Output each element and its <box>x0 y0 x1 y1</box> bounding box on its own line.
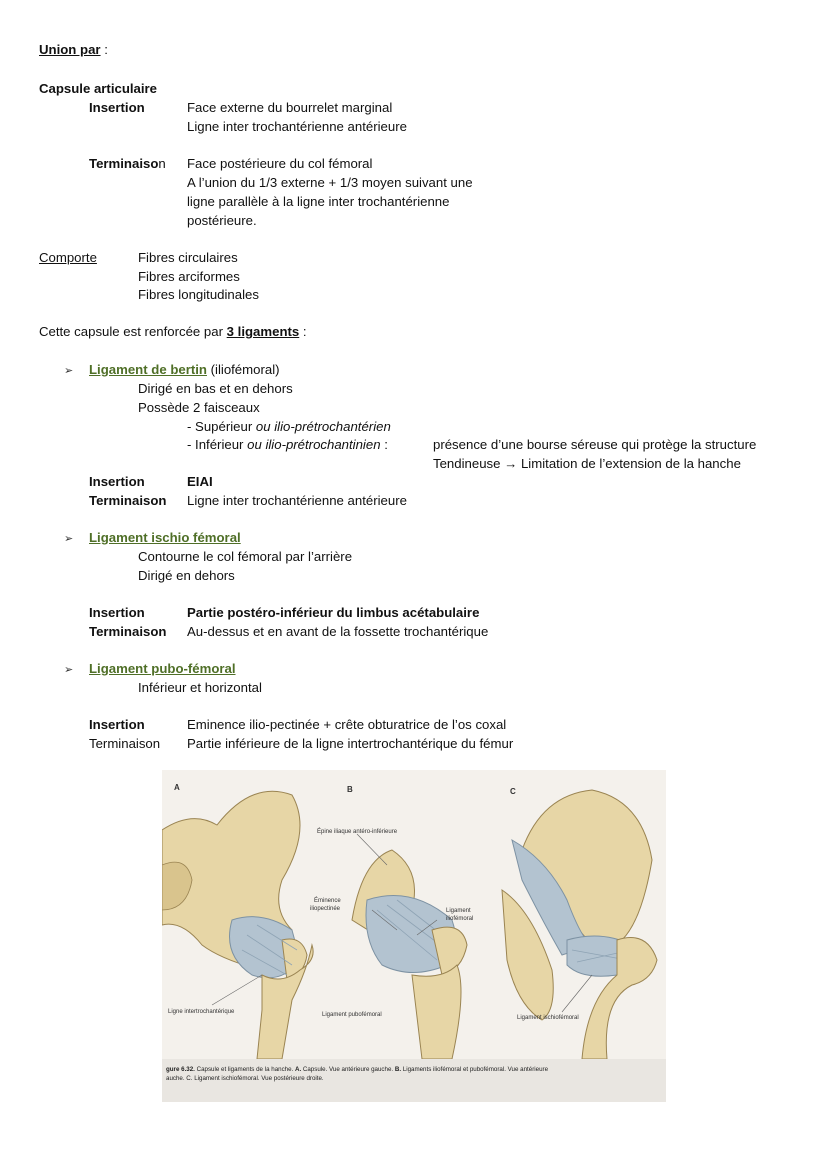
arrow-bullet-icon: ➢ <box>64 664 74 676</box>
caption-part-3: Ligaments iliofémoral et pubofémoral. Vue antérieure <box>401 1066 549 1073</box>
label-lig-ilio-1: Ligament <box>446 908 471 914</box>
reinforced-sentence <box>39 323 307 342</box>
ligament-1-sub-2 <box>187 436 388 455</box>
label-epine-iliaque: Épine iliaque antéro-inférieure <box>317 829 398 835</box>
capsule-title: Capsule articulaire <box>39 81 158 96</box>
figure-caption <box>162 1059 666 1102</box>
arrow-bullet-icon: ➢ <box>64 365 74 377</box>
ligament-1-termination-label: Terminaison <box>89 493 167 508</box>
label-ischiofemoral: Ligament ischiofémoral <box>517 1015 579 1021</box>
capsule-insertion-line-2: Ligne inter trochantérienne antérieure <box>187 119 407 134</box>
comporte-item-3: Fibres longitudinales <box>138 287 259 302</box>
ligament-1-sub-2-suffix: : <box>380 437 388 452</box>
ligament-2-line-2: Dirigé en dehors <box>138 568 235 583</box>
ligament-2-insertion-value: Partie postéro-inférieur du limbus acétabulaire <box>187 605 480 620</box>
ligament-1-sub-1-italic: ou ilio-prétrochantérien <box>255 419 391 434</box>
capsule-insertion-label: Insertion <box>89 100 145 115</box>
panel-label-b: B <box>347 785 353 794</box>
ligament-1-line-2: Possède 2 faisceaux <box>138 400 260 415</box>
ligament-2-termination-label: Terminaison <box>89 624 167 639</box>
capsule-termination-line-2: A l’union du 1/3 externe + 1/3 moyen suivant une <box>187 175 473 190</box>
caption-number: gure 6.32. <box>166 1066 195 1073</box>
label-lig-ilio-2: iliofémoral <box>446 916 474 922</box>
panel-label-c: C <box>510 787 516 796</box>
ligament-1-sub-2-italic: ou ilio-prétrochantinien <box>247 437 381 452</box>
ligament-1-sub-1 <box>187 418 391 437</box>
ligament-2-insertion-label: Insertion <box>89 605 145 620</box>
label-ligne-intertrochanterique: Ligne intertrochantérique <box>168 1009 235 1015</box>
panel-label-a: A <box>174 783 180 792</box>
ligament-1-note-1: présence d’une bourse séreuse qui protège la structure <box>433 437 757 452</box>
comporte-item-2: Fibres arciformes <box>138 269 240 284</box>
capsule-insertion-line-1: Face externe du bourrelet marginal <box>187 100 393 115</box>
reinforced-strong: 3 ligaments <box>226 324 300 339</box>
caption-part-1: Capsule et ligaments de la hanche. <box>194 1066 295 1073</box>
ligament-1-note-2: Tendineuse → Limitation de l’extension de la hanche <box>433 456 741 471</box>
ligament-3-termination-value: Partie inférieure de la ligne intertrochantérique du fémur <box>187 736 514 751</box>
ligament-1-insertion-label: Insertion <box>89 474 145 489</box>
ligament-1-insertion-value: EIAI <box>187 474 213 489</box>
capsule-termination-line-3: ligne parallèle à la ligne inter trochantérienne <box>187 194 450 209</box>
label-eminence-1: Éminence <box>314 898 341 904</box>
ligament-2-name: Ligament ischio fémoral <box>89 530 241 545</box>
caption-a: A. <box>294 1066 302 1073</box>
ligament-3-insertion-label: Insertion <box>89 717 145 732</box>
arrow-bullet-icon: ➢ <box>64 533 74 545</box>
comporte-item-1: Fibres circulaires <box>138 250 238 265</box>
ligament-2-line-1: Contourne le col fémoral par l’arrière <box>138 549 353 564</box>
capsule-termination-line-1: Face postérieure du col fémoral <box>187 156 373 171</box>
ligament-3-line-1: Inférieur et horizontal <box>138 680 262 695</box>
ligament-1-termination-value: Ligne inter trochantérienne antérieure <box>187 493 407 508</box>
hip-illustration <box>162 770 666 1059</box>
hip-ligaments-figure <box>162 770 666 1102</box>
union-colon: : <box>100 42 108 57</box>
ligament-3-termination-label: Terminaison <box>89 736 161 751</box>
ligament-1-sub-1-prefix: - Supérieur <box>187 419 256 434</box>
capsule-termination-label <box>89 155 166 174</box>
capsule-termination-line-4: postérieure. <box>187 213 257 228</box>
ligament-1-heading <box>89 361 280 380</box>
caption-part-2: Capsule. Vue antérieure gauche. <box>301 1066 395 1073</box>
ligament-3-insertion-value: Eminence ilio-pectinée + crête obturatrice de l’os coxal <box>187 717 507 732</box>
ligament-1-name: Ligament de bertin <box>89 362 207 377</box>
ligament-1-sub-2-prefix: - Inférieur <box>187 437 248 452</box>
reinforced-text: Cette capsule est renforcée par <box>39 324 227 339</box>
ligament-2-termination-value: Au-dessus et en avant de la fossette trochantérique <box>187 624 489 639</box>
reinforced-suffix: : <box>299 324 307 339</box>
ligament-3-name: Ligament pubo-fémoral <box>89 661 236 676</box>
caption-part-4: auche. C. Ligament ischiofémoral. Vue postérieure droite. <box>166 1075 324 1082</box>
capsule-termination-label-a: Terminaiso <box>89 156 159 171</box>
ligament-1-suffix: (iliofémoral) <box>206 362 280 377</box>
union-label: Union par <box>39 42 101 57</box>
union-heading <box>39 41 108 60</box>
label-eminence-2: iliopectinée <box>310 906 341 912</box>
comporte-label: Comporte <box>39 250 97 265</box>
ligament-1-line-1: Dirigé en bas et en dehors <box>138 381 293 396</box>
capsule-termination-label-b: n <box>158 156 166 171</box>
label-pubofemoral: Ligament pubofémoral <box>322 1012 382 1018</box>
caption-b: B. <box>394 1066 402 1073</box>
